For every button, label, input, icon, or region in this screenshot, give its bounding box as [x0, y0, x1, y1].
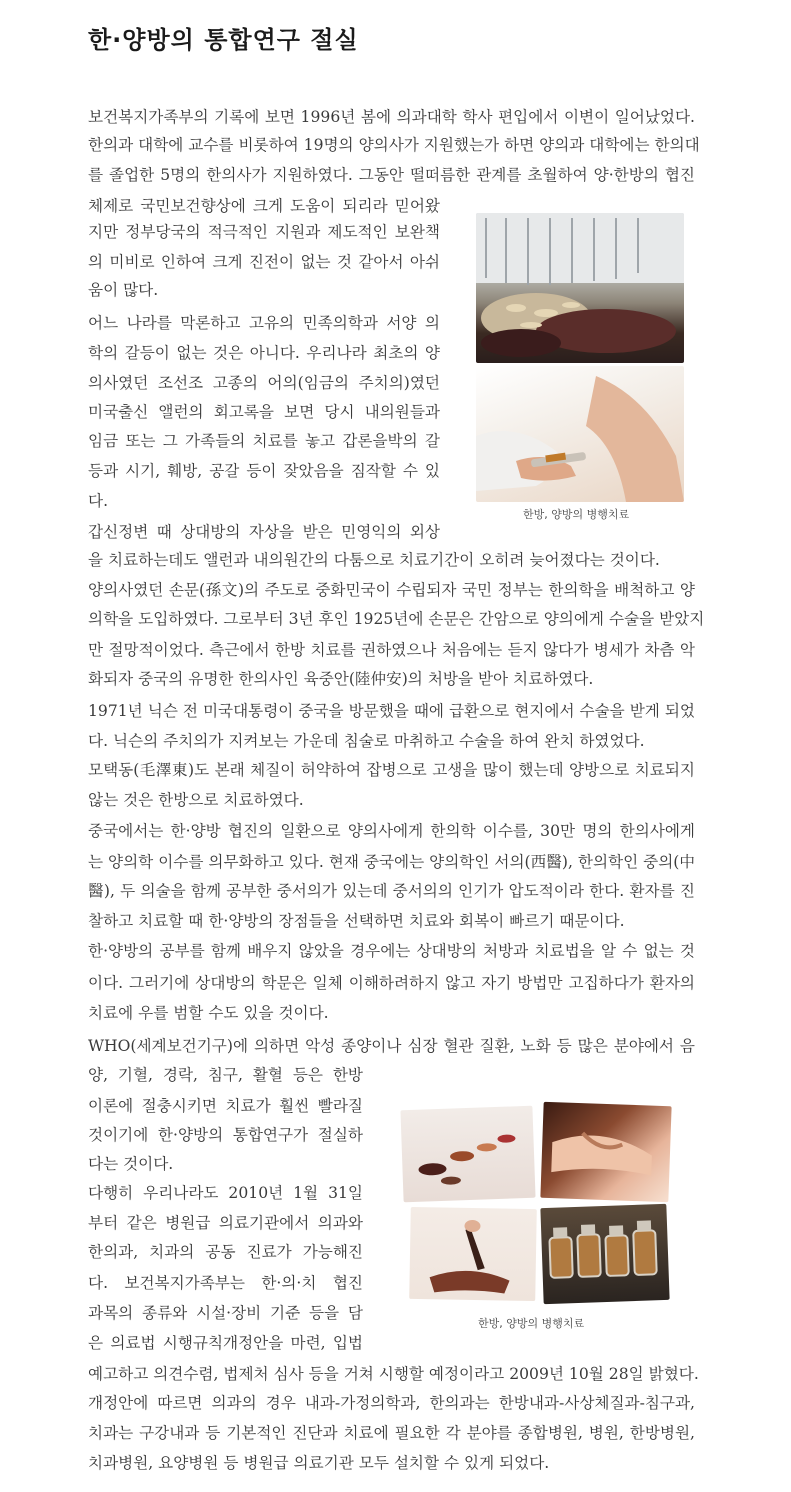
body-text-line: 치과병원, 요양병원 등 병원급 의료기관 모두 설치할 수 있게 되었다.: [88, 1454, 550, 1472]
body-text-line: 이론에 절충시키면 치료가 훨씬 빨라질: [88, 1097, 363, 1115]
herbal-preparation-photo: [409, 1207, 537, 1301]
body-text-line: 치과는 구강내과 등 기본적인 진단과 치료에 필요한 각 분야를 종합병원, 병원, 한방병원,: [88, 1424, 695, 1442]
body-text-line: 학의 갈등이 없는 것은 아니다. 우리나라 최초의 양: [88, 344, 440, 362]
photo-caption-2: 한방, 양방의 병행치료: [478, 1317, 585, 1330]
article-title: 한·양방의 통합연구 절실: [88, 26, 359, 54]
body-text-line: WHO(세계보건기구)에 의하면 악성 종양이나 심장 혈관 질환, 노화 등 많은 분야에서 음: [88, 1037, 695, 1055]
body-text-line: 예고하고 의견수렴, 법제처 심사 등을 거쳐 시행할 예정이라고 2009년 10월 28일 밝혔다.: [88, 1365, 699, 1383]
body-text-line: 를 졸업한 5명의 한의사가 지원하였다. 그동안 떨떠름한 관계를 초월하여 양·한방의 협진: [88, 166, 695, 184]
body-text-line: 을 치료하는데도 앨런과 내의원간의 다툼으로 치료기간이 오히려 늦어졌다는 것이다.: [88, 551, 660, 569]
body-text-line: 양의사였던 손문(孫文)의 주도로 중화민국이 수립되자 국민 정부는 한의학을 배척하고 양: [88, 581, 695, 599]
body-text-line: 치료에 우를 범할 수도 있을 것이다.: [88, 1004, 329, 1022]
body-text-line: 의학을 도입하였다. 그로부터 3년 후인 1925년에 손문은 간암으로 양의에게 수술을 받았지: [88, 610, 705, 628]
body-text-line: 것이기에 한·양방의 통합연구가 절실하: [88, 1126, 363, 1144]
body-text-line: 모택동(毛澤東)도 본래 체질이 허약하여 잡병으로 고생을 많이 했는데 양방으로 치료되지: [88, 761, 695, 779]
body-text-line: 임금 또는 그 가족들의 치료를 놓고 갑론을박의 갈: [88, 432, 440, 450]
body-text-line: 다행히 우리나라도 2010년 1월 31일: [88, 1184, 363, 1202]
body-text-line: 움이 많다.: [88, 281, 159, 299]
body-text-line: 한·양방의 공부를 함께 배우지 않았을 경우에는 상대방의 처방과 치료법을 알 수 없는 것: [88, 942, 695, 960]
injection-photo: [476, 366, 684, 502]
body-text-line: 미국출신 앨런의 회고록을 보면 당시 내의원들과: [88, 403, 440, 421]
pulse-diagnosis-photo: [540, 1102, 671, 1202]
body-text-line: 않는 것은 한방으로 치료하였다.: [88, 791, 304, 809]
body-text-line: 과목의 종류와 시설·장비 기준 등을 담: [88, 1304, 363, 1322]
body-text-line: 의 미비로 인하여 크게 진전이 없는 것 같아서 아쉬: [88, 253, 440, 271]
body-text-line: 醫), 두 의술을 함께 공부한 중서의가 있는데 중서의의 인기가 압도적이라 한다. 환자를 진: [88, 882, 695, 900]
body-text-line: 다.: [88, 492, 109, 510]
body-text-line: 한의과, 치과의 공동 진료가 가능해진: [88, 1243, 363, 1261]
body-text-line: 한의과 대학에 교수를 비롯하여 19명의 양의사가 지원했는가 하면 양의과 대학에는 한의대: [88, 136, 700, 154]
body-text-line: 양, 기혈, 경락, 침구, 활혈 등은 한방: [88, 1066, 363, 1084]
body-text-line: 중국에서는 한·양방 협진의 일환으로 양의사에게 한의학 이수를, 30만 명의 한의사에게: [88, 822, 695, 840]
body-text-line: 찰하고 치료할 때 한·양방의 장점들을 선택하면 치료와 회복이 빠르기 때문이다.: [88, 912, 625, 930]
body-text-line: 개정안에 따르면 의과의 경우 내과-가정의학과, 한의과는 한방내과-사상체질과-침구과,: [88, 1394, 695, 1412]
herbs-tray-photo: [400, 1106, 535, 1203]
body-text-line: 갑신정변 때 상대방의 자상을 받은 민영익의 외상: [88, 523, 440, 541]
body-text-line: 의사였던 조선조 고종의 어의(임금의 주치의)였던: [88, 374, 440, 392]
body-text-line: 보건복지가족부의 기록에 보면 1996년 봄에 의과대학 학사 편입에서 이변이 일어났었다.: [88, 108, 695, 126]
body-text-line: 만 절망적이었다. 측근에서 한방 치료를 권하였으나 처음에는 듣지 않다가 병세가 차츰 악: [88, 641, 695, 659]
medicine-bottles-photo: [540, 1204, 669, 1304]
body-text-line: 체제로 국민보건향상에 크게 도움이 되리라 믿어왔: [88, 197, 440, 215]
body-text-line: 지만 정부당국의 적극적인 지원과 제도적인 보완책: [88, 223, 440, 241]
body-text-line: 등과 시기, 훼방, 공갈 등이 잦았음을 짐작할 수 있: [88, 462, 440, 480]
body-text-line: 이다. 그러기에 상대방의 학문은 일체 이해하려하지 않고 자기 방법만 고집하다가 환자의: [88, 974, 695, 992]
herbal-medicine-photo: [476, 213, 684, 363]
body-text-line: 는 양의학 이수를 의무화하고 있다. 현재 중국에는 양의학인 서의(西醫), 한의학인 중의(中: [88, 853, 695, 871]
body-text-line: 어느 나라를 막론하고 고유의 민족의학과 서양 의: [88, 314, 440, 332]
body-text-line: 1971년 닉슨 전 미국대통령이 중국을 방문했을 때에 급환으로 현지에서 수술을 받게 되었: [88, 702, 695, 720]
body-text-line: 화되자 중국의 유명한 한의사인 육중안(陸仲安)의 처방을 받아 치료하였다.: [88, 670, 594, 688]
body-text-line: 다는 것이다.: [88, 1155, 174, 1173]
body-text-line: 은 의료법 시행규칙개정안을 마련, 입법: [88, 1334, 363, 1352]
body-text-line: 다. 닉슨의 주치의가 지켜보는 가운데 침술로 마취하고 수술을 하여 완치 하였었다.: [88, 732, 645, 750]
body-text-line: 다. 보건복지가족부는 한·의·치 협진: [88, 1274, 363, 1292]
body-text-line: 부터 같은 병원급 의료기관에서 의과와: [88, 1214, 363, 1232]
photo-caption-1: 한방, 양방의 병행치료: [523, 508, 630, 521]
